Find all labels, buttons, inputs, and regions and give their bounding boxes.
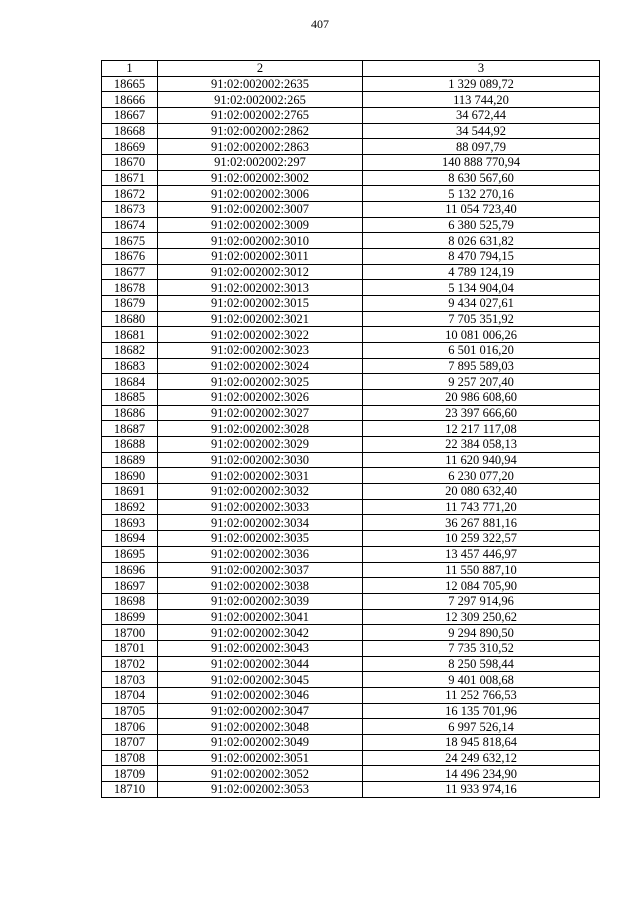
cadastral-number-cell: 91:02:002002:3038 [158, 578, 363, 594]
cadastral-number-cell: 91:02:002002:3023 [158, 343, 363, 359]
amount-cell: 34 544,92 [363, 123, 600, 139]
amount-cell: 11 743 771,20 [363, 499, 600, 515]
row-number-cell: 18685 [102, 390, 158, 406]
table-row [102, 155, 600, 171]
row-number-cell: 18707 [102, 734, 158, 750]
table-row [102, 108, 600, 124]
cadastral-number-cell: 91:02:002002:3036 [158, 546, 363, 562]
amount-cell: 6 501 016,20 [363, 343, 600, 359]
cadastral-number-cell: 91:02:002002:3033 [158, 499, 363, 515]
row-number-cell: 18692 [102, 499, 158, 515]
row-number-cell: 18679 [102, 296, 158, 312]
row-number-cell: 18665 [102, 76, 158, 92]
row-number-cell: 18666 [102, 92, 158, 108]
cadastral-number-cell: 91:02:002002:3015 [158, 296, 363, 312]
row-number-cell: 18694 [102, 531, 158, 547]
table-row [102, 468, 600, 484]
amount-cell: 36 267 881,16 [363, 515, 600, 531]
table-row [102, 186, 600, 202]
row-number-cell: 18689 [102, 452, 158, 468]
cadastral-number-cell: 91:02:002002:3012 [158, 264, 363, 280]
row-number-cell: 18674 [102, 217, 158, 233]
cadastral-number-cell: 91:02:002002:3029 [158, 437, 363, 453]
row-number-cell: 18676 [102, 249, 158, 265]
row-number-cell: 18698 [102, 593, 158, 609]
amount-cell: 140 888 770,94 [363, 155, 600, 171]
table-row [102, 437, 600, 453]
cadastral-number-cell: 91:02:002002:3007 [158, 202, 363, 218]
row-number-cell: 18672 [102, 186, 158, 202]
row-number-cell: 18686 [102, 405, 158, 421]
page-number: 407 [311, 17, 329, 31]
row-number-cell: 18708 [102, 750, 158, 766]
cadastral-number-cell: 91:02:002002:297 [158, 155, 363, 171]
table-row [102, 562, 600, 578]
table-header [102, 61, 600, 77]
row-number-cell: 18696 [102, 562, 158, 578]
table-row [102, 374, 600, 390]
data-table [101, 60, 600, 798]
table-row [102, 233, 600, 249]
cadastral-number-cell: 91:02:002002:2863 [158, 139, 363, 155]
row-number-cell: 18710 [102, 781, 158, 797]
table-row [102, 452, 600, 468]
cadastral-number-cell: 91:02:002002:3045 [158, 672, 363, 688]
amount-cell: 20 080 632,40 [363, 484, 600, 500]
column-header-3: 3 [363, 61, 600, 77]
amount-cell: 5 134 904,04 [363, 280, 600, 296]
amount-cell: 8 026 631,82 [363, 233, 600, 249]
cadastral-number-cell: 91:02:002002:3024 [158, 358, 363, 374]
cadastral-number-cell: 91:02:002002:265 [158, 92, 363, 108]
table-row [102, 92, 600, 108]
cadastral-number-cell: 91:02:002002:3052 [158, 766, 363, 782]
cadastral-number-cell: 91:02:002002:3009 [158, 217, 363, 233]
cadastral-number-cell: 91:02:002002:3002 [158, 170, 363, 186]
row-number-cell: 18697 [102, 578, 158, 594]
amount-cell: 7 297 914,96 [363, 593, 600, 609]
row-number-cell: 18687 [102, 421, 158, 437]
table-row [102, 734, 600, 750]
table-row [102, 687, 600, 703]
row-number-cell: 18693 [102, 515, 158, 531]
amount-cell: 9 257 207,40 [363, 374, 600, 390]
table-row [102, 139, 600, 155]
cadastral-number-cell: 91:02:002002:3035 [158, 531, 363, 547]
cadastral-number-cell: 91:02:002002:3022 [158, 327, 363, 343]
cadastral-number-cell: 91:02:002002:3047 [158, 703, 363, 719]
amount-cell: 9 294 890,50 [363, 625, 600, 641]
row-number-cell: 18683 [102, 358, 158, 374]
cadastral-number-cell: 91:02:002002:3030 [158, 452, 363, 468]
table-row [102, 625, 600, 641]
amount-cell: 10 259 322,57 [363, 531, 600, 547]
amount-cell: 11 620 940,94 [363, 452, 600, 468]
amount-cell: 6 230 077,20 [363, 468, 600, 484]
amount-cell: 14 496 234,90 [363, 766, 600, 782]
table-row [102, 390, 600, 406]
cadastral-number-cell: 91:02:002002:3046 [158, 687, 363, 703]
cadastral-number-cell: 91:02:002002:3048 [158, 719, 363, 735]
amount-cell: 13 457 446,97 [363, 546, 600, 562]
cadastral-number-cell: 91:02:002002:3044 [158, 656, 363, 672]
cadastral-number-cell: 91:02:002002:2765 [158, 108, 363, 124]
row-number-cell: 18684 [102, 374, 158, 390]
row-number-cell: 18701 [102, 640, 158, 656]
cadastral-number-cell: 91:02:002002:3026 [158, 390, 363, 406]
cadastral-number-cell: 91:02:002002:3041 [158, 609, 363, 625]
amount-cell: 8 470 794,15 [363, 249, 600, 265]
amount-cell: 113 744,20 [363, 92, 600, 108]
amount-cell: 24 249 632,12 [363, 750, 600, 766]
amount-cell: 11 252 766,53 [363, 687, 600, 703]
table-row [102, 202, 600, 218]
amount-cell: 11 054 723,40 [363, 202, 600, 218]
amount-cell: 22 384 058,13 [363, 437, 600, 453]
table-row [102, 484, 600, 500]
amount-cell: 7 705 351,92 [363, 311, 600, 327]
table-row [102, 609, 600, 625]
row-number-cell: 18699 [102, 609, 158, 625]
amount-cell: 16 135 701,96 [363, 703, 600, 719]
cadastral-number-cell: 91:02:002002:3021 [158, 311, 363, 327]
row-number-cell: 18682 [102, 343, 158, 359]
row-number-cell: 18669 [102, 139, 158, 155]
amount-cell: 9 434 027,61 [363, 296, 600, 312]
row-number-cell: 18705 [102, 703, 158, 719]
cadastral-number-cell: 91:02:002002:3028 [158, 421, 363, 437]
amount-cell: 1 329 089,72 [363, 76, 600, 92]
cadastral-number-cell: 91:02:002002:3043 [158, 640, 363, 656]
amount-cell: 88 097,79 [363, 139, 600, 155]
cadastral-number-cell: 91:02:002002:3010 [158, 233, 363, 249]
table-row [102, 766, 600, 782]
table-row [102, 703, 600, 719]
table-row [102, 515, 600, 531]
table-row [102, 327, 600, 343]
row-number-cell: 18675 [102, 233, 158, 249]
amount-cell: 18 945 818,64 [363, 734, 600, 750]
amount-cell: 11 933 974,16 [363, 781, 600, 797]
table-row [102, 578, 600, 594]
header-row [102, 61, 600, 77]
amount-cell: 12 309 250,62 [363, 609, 600, 625]
amount-cell: 20 986 608,60 [363, 390, 600, 406]
cadastral-number-cell: 91:02:002002:3053 [158, 781, 363, 797]
row-number-cell: 18681 [102, 327, 158, 343]
table-row [102, 76, 600, 92]
amount-cell: 8 630 567,60 [363, 170, 600, 186]
cadastral-number-cell: 91:02:002002:3039 [158, 593, 363, 609]
table-row [102, 249, 600, 265]
cadastral-number-cell: 91:02:002002:3042 [158, 625, 363, 641]
row-number-cell: 18706 [102, 719, 158, 735]
table-row [102, 421, 600, 437]
cadastral-number-cell: 91:02:002002:3031 [158, 468, 363, 484]
row-number-cell: 18671 [102, 170, 158, 186]
row-number-cell: 18703 [102, 672, 158, 688]
row-number-cell: 18690 [102, 468, 158, 484]
cadastral-number-cell: 91:02:002002:3037 [158, 562, 363, 578]
row-number-cell: 18702 [102, 656, 158, 672]
amount-cell: 34 672,44 [363, 108, 600, 124]
amount-cell: 23 397 666,60 [363, 405, 600, 421]
table-row [102, 280, 600, 296]
row-number-cell: 18688 [102, 437, 158, 453]
column-header-2: 2 [158, 61, 363, 77]
cadastral-number-cell: 91:02:002002:3049 [158, 734, 363, 750]
table-row [102, 719, 600, 735]
amount-cell: 6 997 526,14 [363, 719, 600, 735]
amount-cell: 9 401 008,68 [363, 672, 600, 688]
cadastral-number-cell: 91:02:002002:3013 [158, 280, 363, 296]
row-number-cell: 18691 [102, 484, 158, 500]
table-row [102, 405, 600, 421]
cadastral-number-cell: 91:02:002002:2635 [158, 76, 363, 92]
table-row [102, 217, 600, 233]
table-row [102, 546, 600, 562]
amount-cell: 5 132 270,16 [363, 186, 600, 202]
table-body [102, 76, 600, 797]
table-row [102, 170, 600, 186]
table-row [102, 656, 600, 672]
cadastral-number-cell: 91:02:002002:3011 [158, 249, 363, 265]
cadastral-number-cell: 91:02:002002:3034 [158, 515, 363, 531]
row-number-cell: 18709 [102, 766, 158, 782]
table-row [102, 499, 600, 515]
table-row [102, 296, 600, 312]
cadastral-number-cell: 91:02:002002:3051 [158, 750, 363, 766]
row-number-cell: 18704 [102, 687, 158, 703]
table-row [102, 264, 600, 280]
amount-cell: 12 217 117,08 [363, 421, 600, 437]
row-number-cell: 18673 [102, 202, 158, 218]
row-number-cell: 18695 [102, 546, 158, 562]
amount-cell: 7 735 310,52 [363, 640, 600, 656]
row-number-cell: 18680 [102, 311, 158, 327]
column-header-1: 1 [102, 61, 158, 77]
row-number-cell: 18700 [102, 625, 158, 641]
amount-cell: 4 789 124,19 [363, 264, 600, 280]
table-row [102, 781, 600, 797]
table-row [102, 640, 600, 656]
amount-cell: 8 250 598,44 [363, 656, 600, 672]
row-number-cell: 18678 [102, 280, 158, 296]
cadastral-number-cell: 91:02:002002:2862 [158, 123, 363, 139]
cadastral-number-cell: 91:02:002002:3025 [158, 374, 363, 390]
row-number-cell: 18677 [102, 264, 158, 280]
cadastral-number-cell: 91:02:002002:3006 [158, 186, 363, 202]
cadastral-number-cell: 91:02:002002:3032 [158, 484, 363, 500]
table-row [102, 672, 600, 688]
table-row [102, 593, 600, 609]
table-row [102, 750, 600, 766]
row-number-cell: 18668 [102, 123, 158, 139]
row-number-cell: 18667 [102, 108, 158, 124]
amount-cell: 11 550 887,10 [363, 562, 600, 578]
cadastral-number-cell: 91:02:002002:3027 [158, 405, 363, 421]
table-row [102, 531, 600, 547]
row-number-cell: 18670 [102, 155, 158, 171]
amount-cell: 7 895 589,03 [363, 358, 600, 374]
table-row [102, 123, 600, 139]
amount-cell: 6 380 525,79 [363, 217, 600, 233]
table-row [102, 343, 600, 359]
table-row [102, 358, 600, 374]
amount-cell: 12 084 705,90 [363, 578, 600, 594]
amount-cell: 10 081 006,26 [363, 327, 600, 343]
table-row [102, 311, 600, 327]
